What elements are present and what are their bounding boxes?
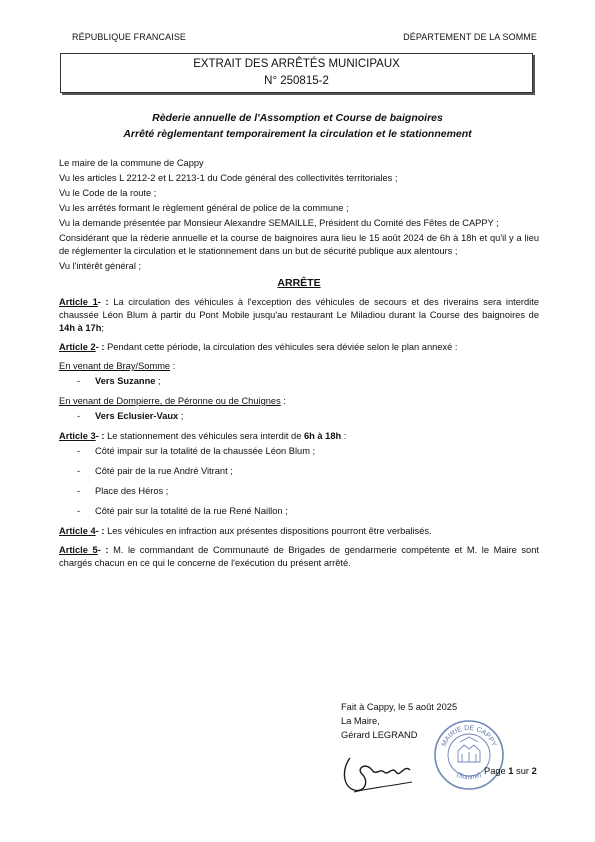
title-line-1: EXTRAIT DES ARRÊTÉS MUNICIPAUX — [193, 58, 400, 70]
route-1-heading-sep: : — [170, 361, 176, 371]
preamble-vu-interet: Vu l'intérêt général ; — [59, 261, 142, 271]
signatory-name: Gérard LEGRAND — [341, 730, 418, 740]
article-2-label: Article 2 — [59, 342, 96, 352]
list-item: - Côté pair de la rue André Vitrant ; — [77, 465, 539, 478]
preamble-vu-demande: Vu la demande présentée par Monsieur Alexandre SEMAILLE, Président du Comité des Fêtes de CAPPY ; — [59, 218, 499, 228]
article-4-sep: - : — [95, 526, 105, 536]
route-2-end: ; — [178, 411, 184, 421]
article-3-hours: 6h à 18h — [303, 431, 342, 441]
article-2-sep: - : — [95, 342, 105, 352]
title-box — [60, 53, 533, 93]
article-1-end: ; — [101, 323, 104, 333]
article-3-end: : — [341, 431, 347, 441]
route-2-heading — [59, 395, 539, 408]
article-5-label: Article 5 — [59, 545, 98, 555]
seal-bottom-text: (Somme) — [455, 771, 483, 782]
svg-text:(Somme) — [455, 771, 482, 781]
article-4-label: Article 4 — [59, 526, 96, 536]
route-1-heading-text: En venant de Bray/Somme — [59, 361, 171, 371]
article-1 — [59, 296, 539, 335]
article-4 — [59, 525, 539, 538]
preamble-vu-arretes: Vu les arrêtés formant le règlement général de police de la commune ; — [59, 203, 349, 213]
subtitle — [40, 110, 555, 142]
article-3-label: Article 3 — [59, 431, 96, 441]
route-2-destination: Vers Eclusier-Vaux — [95, 411, 179, 421]
preamble-mayor: Le maire de la commune de Cappy — [59, 158, 204, 168]
article-1-sep: - : — [97, 297, 109, 307]
page-total: 2 — [531, 766, 537, 776]
article-5-sep: - : — [97, 545, 109, 555]
list-item: - Côté impair sur la totalité de la chaussée Léon Blum ; — [77, 445, 539, 458]
place-date: Fait à Cappy, le 5 août 2025 — [341, 702, 458, 712]
subtitle-line-2: Arrêté règlementant temporairement la circulation et le stationnement — [123, 128, 472, 140]
list-item: - Côté pair sur la totalité de la rue René Naillon ; — [77, 505, 539, 518]
list-item — [77, 410, 539, 423]
article-1-hours: 14h à 17h — [59, 323, 102, 333]
header-republique: RÉPUBLIQUE FRANCAISE — [72, 32, 187, 42]
list-item — [77, 375, 539, 388]
arrete-number: N° 250815-2 — [264, 75, 329, 87]
page-number — [484, 766, 537, 776]
article-2-text: Pendant cette période, la circulation des véhicules sera déviée selon le plan annexé : — [104, 342, 458, 352]
arrete-heading: ARRÊTE — [277, 277, 321, 289]
handwritten-signature — [340, 752, 416, 796]
seal-emblem — [458, 737, 480, 762]
subtitle-line-1: Rèderie annuelle de l'Assomption et Course de baignoires — [152, 112, 443, 124]
route-1-heading — [59, 360, 539, 373]
route-2-heading-text: En venant de Dompierre, de Péronne ou de Chuignes — [59, 396, 281, 406]
preamble-vu-articles: Vu les articles L 2212-2 et L 2213-1 du Code général des collectivités territoriales ; — [59, 173, 398, 183]
header-departement: DÉPARTEMENT DE LA SOMME — [403, 32, 537, 42]
preamble-vu-code-route: Vu le Code de la route ; — [59, 188, 157, 198]
article-3 — [59, 430, 539, 443]
article-5-text: M. le commandant de Communauté de Brigades de gendarmerie compétente et M. le Maire sont chargés chacun en ce qui le concerne de l'exécution du présent arrêté. — [59, 545, 539, 568]
article-3-text: Le stationnement des véhicules sera interdit de — [104, 431, 304, 441]
signatory-role: La Maire, — [341, 716, 380, 726]
mairie-seal — [432, 718, 509, 792]
seal-top-text: MAIRIE DE CAPPY — [440, 724, 498, 748]
page-current: 1 — [508, 766, 514, 776]
page-middle: sur — [513, 766, 532, 776]
article-3-sep: - : — [95, 431, 105, 441]
route-1-end: ; — [155, 376, 161, 386]
article-3-list — [59, 445, 539, 518]
page-prefix: Page — [484, 766, 509, 776]
article-1-label: Article 1 — [59, 297, 98, 307]
route-2-list — [59, 410, 539, 423]
document-body — [59, 157, 539, 576]
article-4-text: Les véhicules en infraction aux présentes dispositions pourront être verbalisés. — [104, 526, 432, 536]
route-2-heading-sep: : — [280, 396, 286, 406]
preamble-considerant: Considérant que la rèderie annuelle et la course de baignoires aura lieu le 15 août 2024 de 6h à 18h et qu'il y a lieu de réglementer la circulation et le stationnement dans un but de sécurité publique aux alentours ; — [59, 233, 539, 256]
route-1-list — [59, 375, 539, 388]
article-1-text: La circulation des véhicules à l'exception des véhicules de secours et des riverains sera interdite chaussée Léon Blum à partir du Pont Mobile jusqu'au restaurant Le Miladiou durant la Course des baignoires de — [59, 297, 539, 320]
route-1-destination: Vers Suzanne — [95, 376, 156, 386]
article-2 — [59, 341, 539, 354]
list-item: - Place des Héros ; — [77, 485, 539, 498]
article-5 — [59, 544, 539, 570]
